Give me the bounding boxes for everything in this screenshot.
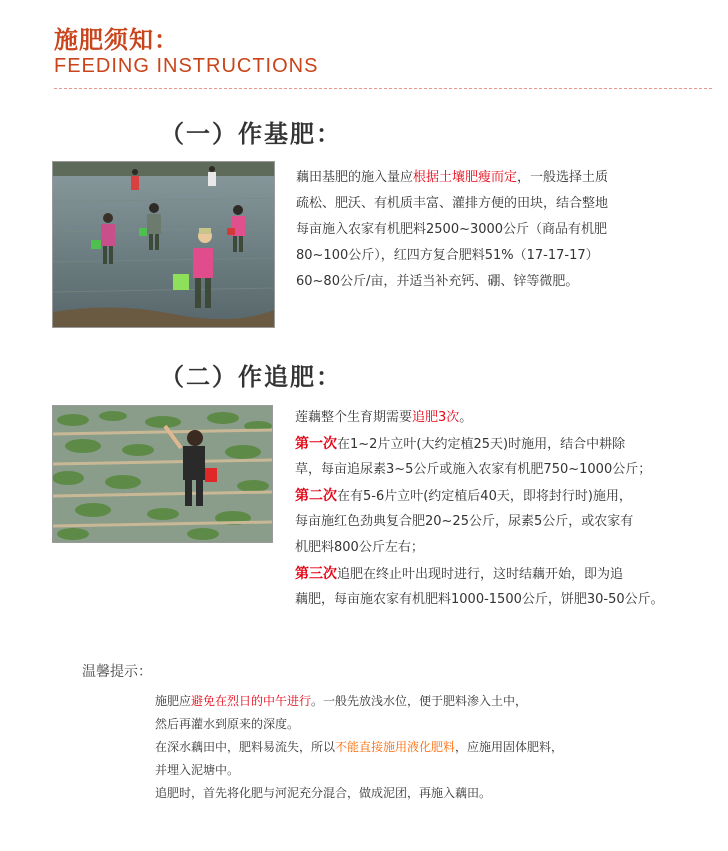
text-segment: 在深水藕田中，肥料易流失，所以	[155, 740, 336, 754]
text-segment: 追肥时，首先将化肥与河泥充分混合，做成泥团，再施入藕田。	[155, 786, 492, 800]
text-segment: 然后再灌水到原来的深度。	[155, 717, 300, 731]
text-line	[295, 405, 664, 431]
text-segment: 疏松、肥沃、有机质丰富、灌排方便的田块，结合整地	[296, 196, 609, 211]
highlight-text: 第一次	[295, 436, 337, 452]
text-line	[295, 535, 664, 561]
text-line	[295, 509, 664, 535]
text-segment: 60~80公斤/亩，并适当补充钙、硼、锌等微肥。	[296, 274, 579, 289]
text-line	[155, 759, 563, 782]
text-line	[155, 713, 563, 736]
tips-text	[155, 690, 563, 805]
text-segment: 每亩施红色劲典复合肥20~25公斤，尿素5公斤，或农家有	[295, 514, 634, 529]
text-line	[296, 269, 608, 295]
text-segment: 莲藕整个生育期需要	[295, 410, 413, 425]
text-segment: 80~100公斤），红四方复合肥料51%（17-17-17）	[296, 248, 599, 263]
page-subtitle: FEEDING INSTRUCTIONS	[54, 55, 319, 77]
text-line	[296, 191, 608, 217]
text-segment: 在1~2片立叶(大约定植25天)时施用，结合中耕除	[337, 437, 626, 452]
text-line	[296, 217, 608, 243]
text-segment: 。	[459, 410, 473, 425]
text-segment: 草，每亩追尿素3~5公斤或施入农家有机肥750~1000公斤；	[295, 462, 652, 477]
highlight-text: 避免在烈日的中午进行	[191, 694, 312, 708]
text-segment: ，一般选择土质	[517, 170, 609, 185]
highlight-text: 第三次	[295, 566, 337, 582]
text-line	[295, 561, 664, 587]
rice-paddy-workers-photo	[52, 161, 275, 328]
highlight-text: 根据土壤肥瘦而定	[413, 170, 518, 185]
text-line	[155, 782, 563, 805]
header-divider	[54, 88, 712, 89]
text-line	[295, 483, 664, 509]
text-segment: ，应施用固体肥料，	[455, 740, 564, 754]
text-segment: 机肥料800公斤左右；	[295, 540, 424, 555]
section2-text	[295, 405, 664, 613]
lotus-field-farmer-photo	[52, 405, 273, 543]
highlight-text: 不能直接施用液化肥料	[335, 740, 456, 754]
section2-heading: （二）作追肥：	[160, 363, 342, 391]
text-segment: 施肥应	[155, 694, 192, 708]
text-segment: 。一般先放浅水位，便于肥料渗入土中，	[311, 694, 528, 708]
section1-text	[296, 165, 608, 295]
page-title: 施肥须知：	[54, 26, 179, 54]
section1-heading: （一）作基肥：	[160, 120, 342, 148]
text-line	[155, 736, 563, 759]
text-line	[295, 587, 664, 613]
text-segment: 在有5-6片立叶(约定植后40天，即将封行时)施用，	[337, 489, 632, 504]
text-line	[296, 165, 608, 191]
text-line	[295, 431, 664, 457]
text-segment: 藕田基肥的施入量应	[296, 170, 414, 185]
highlight-text: 第二次	[295, 488, 337, 504]
text-segment: 每亩施入农家有机肥料2500~3000公斤（商品有机肥	[296, 222, 608, 237]
text-segment: 并埋入泥塘中。	[155, 763, 240, 777]
text-segment: 追肥在终止叶出现时进行，这时结藕开始，即为追	[337, 567, 624, 582]
text-line	[296, 243, 608, 269]
highlight-text: 追肥3次	[412, 410, 460, 425]
tips-label: 温馨提示：	[82, 664, 152, 680]
text-line	[295, 457, 664, 483]
text-segment: 藕肥，每亩施农家有机肥料1000-1500公斤，饼肥30-50公斤。	[295, 592, 664, 607]
text-line	[155, 690, 563, 713]
